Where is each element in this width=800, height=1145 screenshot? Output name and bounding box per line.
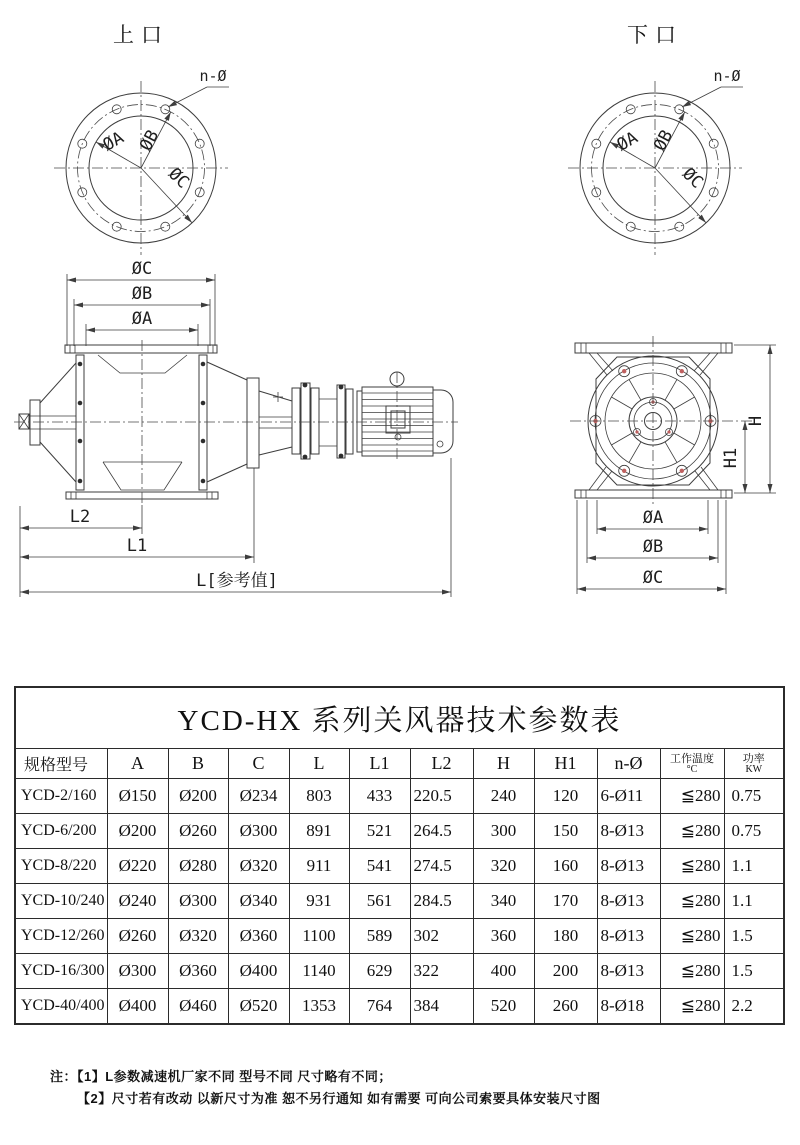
bottom-port-title: 下口 <box>627 24 683 47</box>
dim-label-b: ØB <box>135 126 164 155</box>
table-cell: 320 <box>473 849 534 884</box>
table-cell: YCD-40/400 <box>15 989 107 1025</box>
table-cell: Ø520 <box>228 989 289 1025</box>
dim-label-b: ØB <box>131 284 153 304</box>
table-row <box>15 779 784 814</box>
table-cell: Ø200 <box>168 779 228 814</box>
column-header: H1 <box>534 749 597 779</box>
table-cell: Ø200 <box>107 814 168 849</box>
table-cell: ≦280 <box>660 779 724 814</box>
table-cell: Ø320 <box>228 849 289 884</box>
table-cell: 8-Ø13 <box>597 814 660 849</box>
table-cell: 1.1 <box>724 849 784 884</box>
column-header: A <box>107 749 168 779</box>
table-cell: Ø300 <box>168 884 228 919</box>
dim-label-b: ØB <box>649 126 678 155</box>
table-cell: 180 <box>534 919 597 954</box>
column-header: C <box>228 749 289 779</box>
table-cell: 302 <box>410 919 473 954</box>
table-cell: 220.5 <box>410 779 473 814</box>
table-cell: 8-Ø13 <box>597 849 660 884</box>
table-cell: 8-Ø13 <box>597 954 660 989</box>
table-cell: Ø400 <box>107 989 168 1025</box>
table-cell: Ø320 <box>168 919 228 954</box>
table-cell: ≦280 <box>660 954 724 989</box>
dim-label-holes: n-Ø <box>713 67 741 85</box>
table-cell: Ø260 <box>107 919 168 954</box>
column-header: 功率 KW <box>724 749 784 779</box>
table-cell: 1.5 <box>724 954 784 989</box>
top-port-title: 上口 <box>113 24 169 47</box>
table-cell: 589 <box>349 919 410 954</box>
table-cell: ≦280 <box>660 884 724 919</box>
dim-label-b: ØB <box>642 537 664 557</box>
dim-label-h: H <box>746 415 766 427</box>
table-cell: 1100 <box>289 919 349 954</box>
table-cell: YCD-8/220 <box>15 849 107 884</box>
dim-label-c: ØC <box>131 259 153 279</box>
table-cell: 931 <box>289 884 349 919</box>
table-cell: Ø360 <box>228 919 289 954</box>
table-cell: 1353 <box>289 989 349 1025</box>
table-cell: 911 <box>289 849 349 884</box>
note-line-1: 注：【1】L参数减速机厂家不同 型号不同 尺寸略有不同； <box>50 1069 392 1084</box>
table-cell: ≦280 <box>660 919 724 954</box>
table-cell: 0.75 <box>724 779 784 814</box>
table-row <box>15 849 784 884</box>
table-row <box>15 919 784 954</box>
table-cell: 803 <box>289 779 349 814</box>
table-cell: 170 <box>534 884 597 919</box>
table-cell: 150 <box>534 814 597 849</box>
table-cell: Ø240 <box>107 884 168 919</box>
table-cell: YCD-12/260 <box>15 919 107 954</box>
table-cell: 2.2 <box>724 989 784 1025</box>
table-cell: Ø360 <box>168 954 228 989</box>
table-cell: Ø300 <box>228 814 289 849</box>
table-cell: 541 <box>349 849 410 884</box>
table-cell: Ø280 <box>168 849 228 884</box>
table-cell: 8-Ø13 <box>597 919 660 954</box>
dim-label-h1: H1 <box>721 447 741 469</box>
table-title-row <box>15 687 784 749</box>
table-row <box>15 884 784 919</box>
spec-table <box>14 686 785 1025</box>
table-row <box>15 814 784 849</box>
table-cell: 1140 <box>289 954 349 989</box>
dim-label-l: L[参考值] <box>196 571 278 591</box>
table-cell: ≦280 <box>660 849 724 884</box>
side-view-drawing <box>14 259 458 597</box>
table-cell: YCD-16/300 <box>15 954 107 989</box>
table-cell: Ø234 <box>228 779 289 814</box>
column-header: H <box>473 749 534 779</box>
table-cell: 300 <box>473 814 534 849</box>
table-cell: 240 <box>473 779 534 814</box>
table-cell: Ø220 <box>107 849 168 884</box>
table-cell: ≦280 <box>660 814 724 849</box>
column-header: 工作温度 °C <box>660 749 724 779</box>
table-cell: 264.5 <box>410 814 473 849</box>
column-header: 规格型号 <box>15 749 107 779</box>
column-header: L <box>289 749 349 779</box>
table-cell: 1.1 <box>724 884 784 919</box>
dim-label-c: ØC <box>678 164 707 193</box>
front-view-drawing <box>570 336 776 594</box>
table-cell: Ø150 <box>107 779 168 814</box>
table-header-row <box>15 749 784 779</box>
table-cell: 891 <box>289 814 349 849</box>
table-cell: 120 <box>534 779 597 814</box>
table-cell: 322 <box>410 954 473 989</box>
table-row <box>15 954 784 989</box>
table-cell: Ø260 <box>168 814 228 849</box>
table-cell: YCD-6/200 <box>15 814 107 849</box>
column-header: L1 <box>349 749 410 779</box>
table-cell: 520 <box>473 989 534 1025</box>
table-cell: 274.5 <box>410 849 473 884</box>
dim-label-holes: n-Ø <box>199 67 227 85</box>
dim-label-a: ØA <box>642 508 664 528</box>
top-port-drawing <box>54 24 229 255</box>
table-cell: ≦280 <box>660 989 724 1025</box>
dim-label-l2: L2 <box>69 507 91 527</box>
table-cell: 200 <box>534 954 597 989</box>
dim-label-a: ØA <box>99 127 128 156</box>
table-cell: Ø300 <box>107 954 168 989</box>
table-cell: 1.5 <box>724 919 784 954</box>
column-header: B <box>168 749 228 779</box>
dim-label-a: ØA <box>613 127 642 156</box>
table-cell: Ø400 <box>228 954 289 989</box>
dim-label-a: ØA <box>131 309 153 329</box>
table-cell: 260 <box>534 989 597 1025</box>
table-cell: 8-Ø13 <box>597 884 660 919</box>
table-cell: 400 <box>473 954 534 989</box>
table-cell: 8-Ø18 <box>597 989 660 1025</box>
table-cell: YCD-2/160 <box>15 779 107 814</box>
note-line-2: 【2】尺寸若有改动 以新尺寸为准 恕不另行通知 如有需要 可向公司索要具体安装尺寸图 <box>77 1091 601 1106</box>
dim-label-l1: L1 <box>126 536 148 556</box>
table-cell: 6-Ø11 <box>597 779 660 814</box>
table-cell: Ø460 <box>168 989 228 1025</box>
bottom-port-drawing <box>568 24 743 255</box>
table-cell: 160 <box>534 849 597 884</box>
table-cell: 384 <box>410 989 473 1025</box>
table-cell: 764 <box>349 989 410 1025</box>
table-cell: 561 <box>349 884 410 919</box>
table-cell: 340 <box>473 884 534 919</box>
table-cell: 521 <box>349 814 410 849</box>
table-cell: 629 <box>349 954 410 989</box>
column-header: n-Ø <box>597 749 660 779</box>
table-cell: 0.75 <box>724 814 784 849</box>
table-cell: YCD-10/240 <box>15 884 107 919</box>
table-cell: Ø340 <box>228 884 289 919</box>
dim-label-c: ØC <box>164 164 193 193</box>
table-cell: 284.5 <box>410 884 473 919</box>
column-header: L2 <box>410 749 473 779</box>
table-cell: 360 <box>473 919 534 954</box>
table-title: YCD-HX 系列关风器技术参数表 <box>15 687 784 749</box>
table-row <box>15 989 784 1025</box>
table-cell: 433 <box>349 779 410 814</box>
dim-label-c: ØC <box>642 568 664 588</box>
